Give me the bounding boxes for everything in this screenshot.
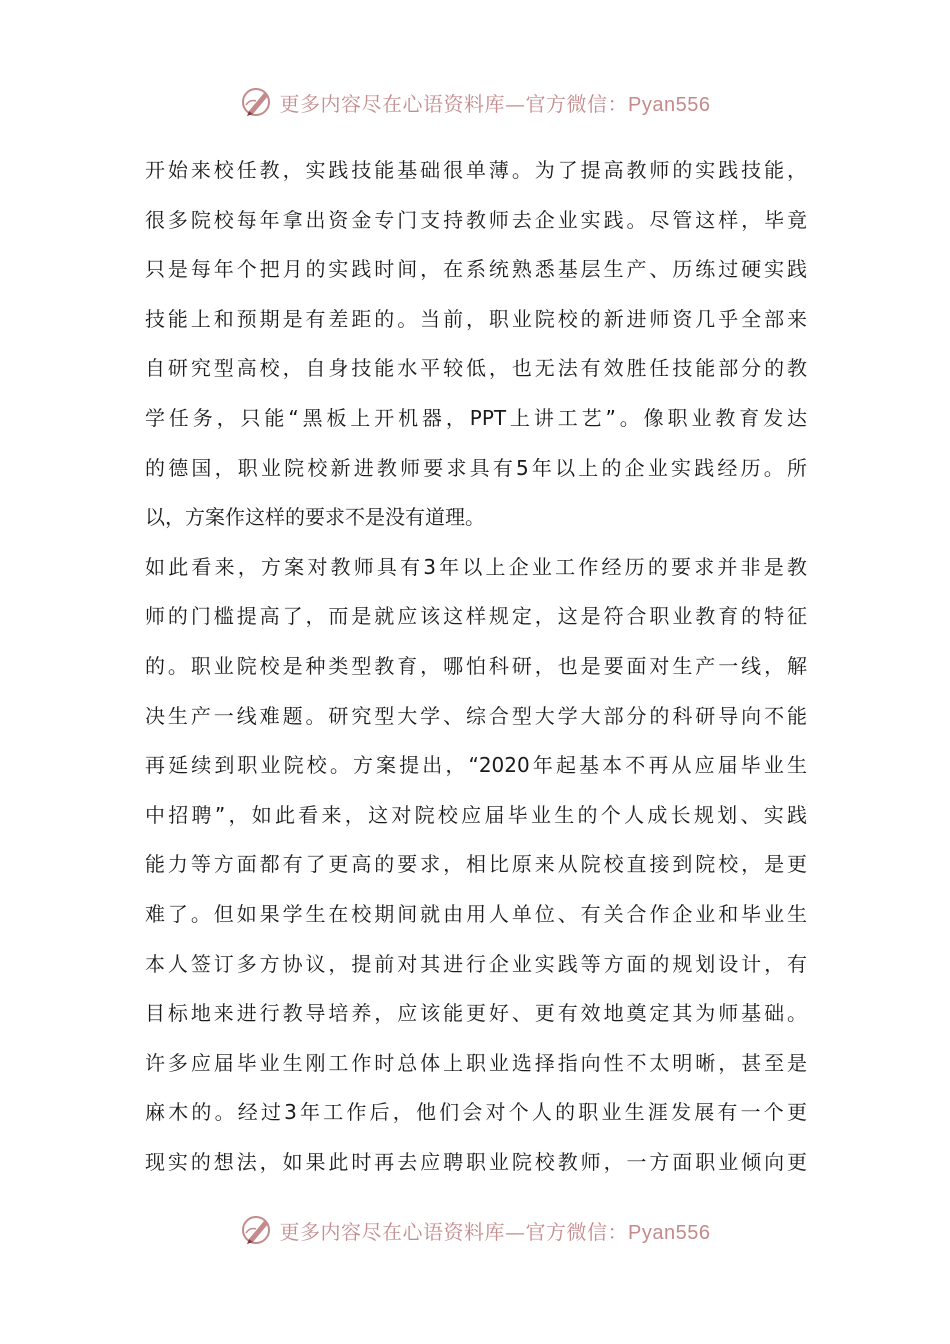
body-line: 本人签订多方协议，提前对其进行企业实践等方面的规划设计，有 <box>145 951 807 976</box>
body-line: 如此看来，方案对教师具有3年以上企业工作经历的要求并非是教 <box>145 554 807 579</box>
body-line: 现实的想法，如果此时再去应聘职业院校教师，一方面职业倾向更 <box>145 1149 807 1174</box>
pen-logo-icon <box>240 85 274 119</box>
body-line: 师的门槛提高了，而是就应该这样规定，这是符合职业教育的特征 <box>145 604 807 629</box>
body-line: 再延续到职业院校。方案提出，“2020年起基本不再从应届毕业生 <box>145 753 807 778</box>
pen-logo-icon <box>240 1213 274 1247</box>
body-line: 学任务，只能“黑板上开机器，PPT上讲工艺”。像职业教育发达 <box>145 405 807 430</box>
body-line: 目标地来进行教导培养，应该能更好、更有效地奠定其为师基础。 <box>145 1001 807 1026</box>
body-line: 能力等方面都有了更高的要求，相比原来从院校直接到院校，是更 <box>145 852 807 877</box>
body-line: 技能上和预期是有差距的。当前，职业院校的新进师资几乎全部来 <box>145 306 807 331</box>
header-wechat-id: Pyan556 <box>628 93 711 116</box>
body-line: 开始来校任教，实践技能基础很单薄。为了提高教师的实践技能， <box>145 158 807 182</box>
footer-text: 更多内容尽在心语资料库—官方微信：Pyan556 <box>279 1219 711 1244</box>
body-line: 中招聘”，如此看来，这对院校应届毕业生的个人成长规划、实践 <box>145 802 807 827</box>
body-line: 自研究型高校，自身技能水平较低，也无法有效胜任技能部分的教 <box>145 356 807 381</box>
header-text: 更多内容尽在心语资料库—官方微信：Pyan556 <box>279 91 711 116</box>
body-line: 以，方案作这样的要求不是没有道理。 <box>145 505 485 530</box>
body-line: 的。职业院校是种类型教育，哪怕科研，也是要面对生产一线，解 <box>145 653 807 678</box>
body-line: 决生产一线难题。研究型大学、综合型大学大部分的科研导向不能 <box>145 703 807 728</box>
document-body <box>145 146 807 1187</box>
body-line: 许多应届毕业生刚工作时总体上职业选择指向性不太明晰，甚至是 <box>145 1050 807 1075</box>
body-line: 只是每年个把月的实践时间，在系统熟悉基层生产、历练过硬实践 <box>145 257 807 282</box>
header-banner <box>0 80 950 124</box>
body-line: 难了。但如果学生在校期间就由用人单位、有关合作企业和毕业生 <box>145 901 807 926</box>
body-line: 的德国，职业院校新进教师要求具有5年以上的企业实践经历。所 <box>145 455 807 480</box>
body-line: 麻木的。经过3年工作后，他们会对个人的职业生涯发展有一个更 <box>145 1100 807 1125</box>
footer-wechat-id: Pyan556 <box>628 1221 711 1244</box>
footer-banner <box>0 1208 950 1252</box>
body-line: 很多院校每年拿出资金专门支持教师去企业实践。尽管这样，毕竟 <box>145 207 807 232</box>
